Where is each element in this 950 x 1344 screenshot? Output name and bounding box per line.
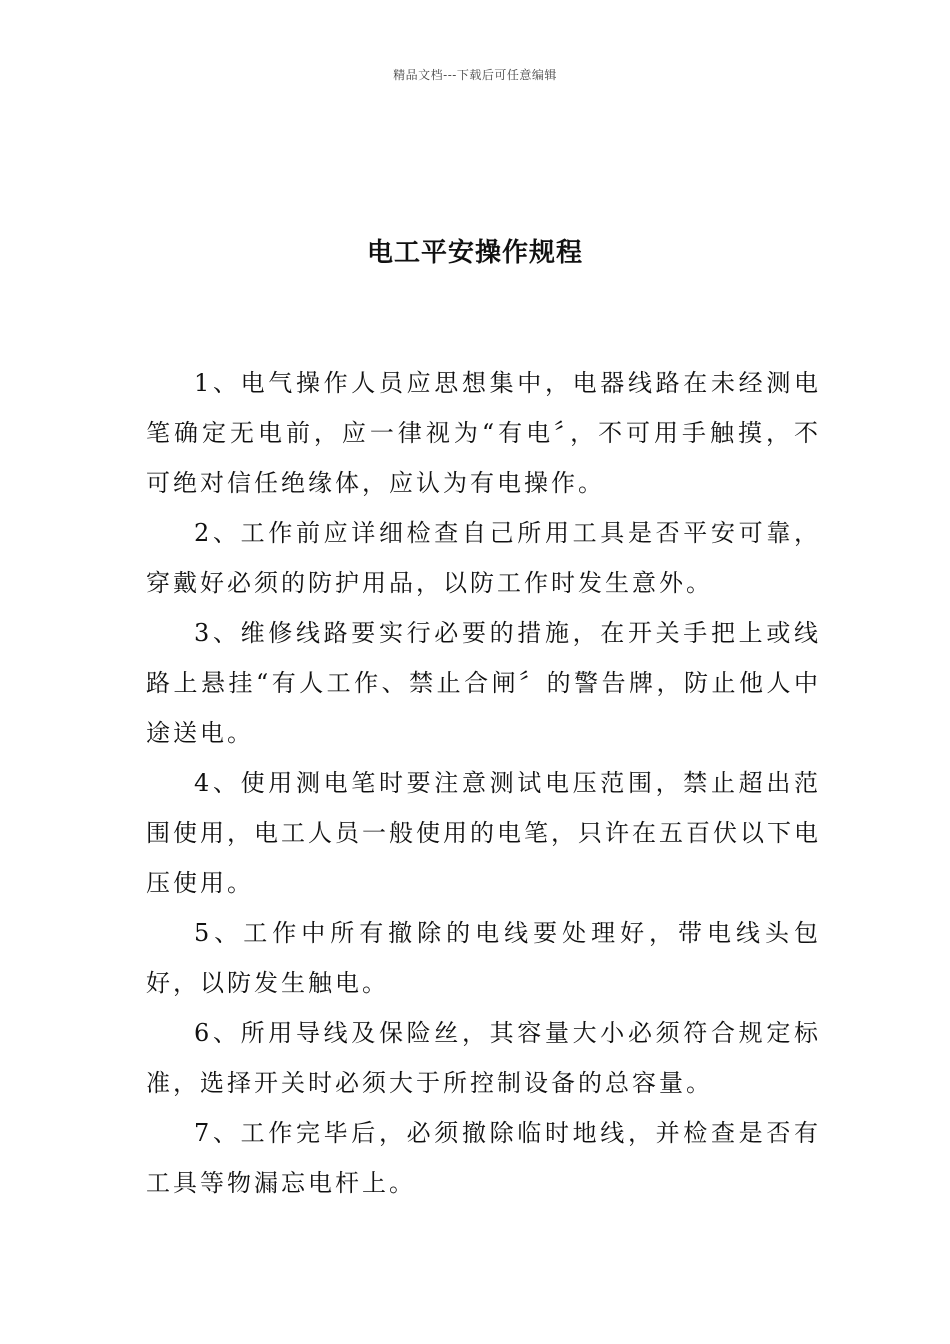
paragraph-7: 7、工作完毕后，必须撤除临时地线，并检查是否有工具等物漏忘电杆上。 [146, 1119, 821, 1197]
paragraph-4: 4、使用测电笔时要注意测试电压范围，禁止超出范围使用，电工人员一般使用的电笔，只许在五百伏以下电压使用。 [146, 769, 821, 897]
paragraph-5: 5、工作中所有撤除的电线要处理好，带电线头包好，以防发生触电。 [146, 919, 821, 997]
document-body [146, 358, 821, 1208]
document-title: 电工平安操作规程 [366, 238, 583, 268]
header-note: 精品文档---下载后可任意编辑 [393, 68, 557, 82]
paragraph-6: 6、所用导线及保险丝，其容量大小必须符合规定标准，选择开关时必须大于所控制设备的总容量。 [146, 1019, 821, 1097]
paragraph-1: 1、电气操作人员应思想集中，电器线路在未经测电笔确定无电前，应一律视为“有电〞，不可用手触摸，不可绝对信任绝缘体，应认为有电操作。 [146, 369, 821, 497]
paragraph-3: 3、维修线路要实行必要的措施，在开关手把上或线路上悬挂“有人工作、禁止合闸〞的警告牌，防止他人中途送电。 [146, 619, 821, 747]
paragraph-2: 2、工作前应详细检查自己所用工具是否平安可靠，穿戴好必须的防护用品，以防工作时发生意外。 [146, 519, 821, 597]
